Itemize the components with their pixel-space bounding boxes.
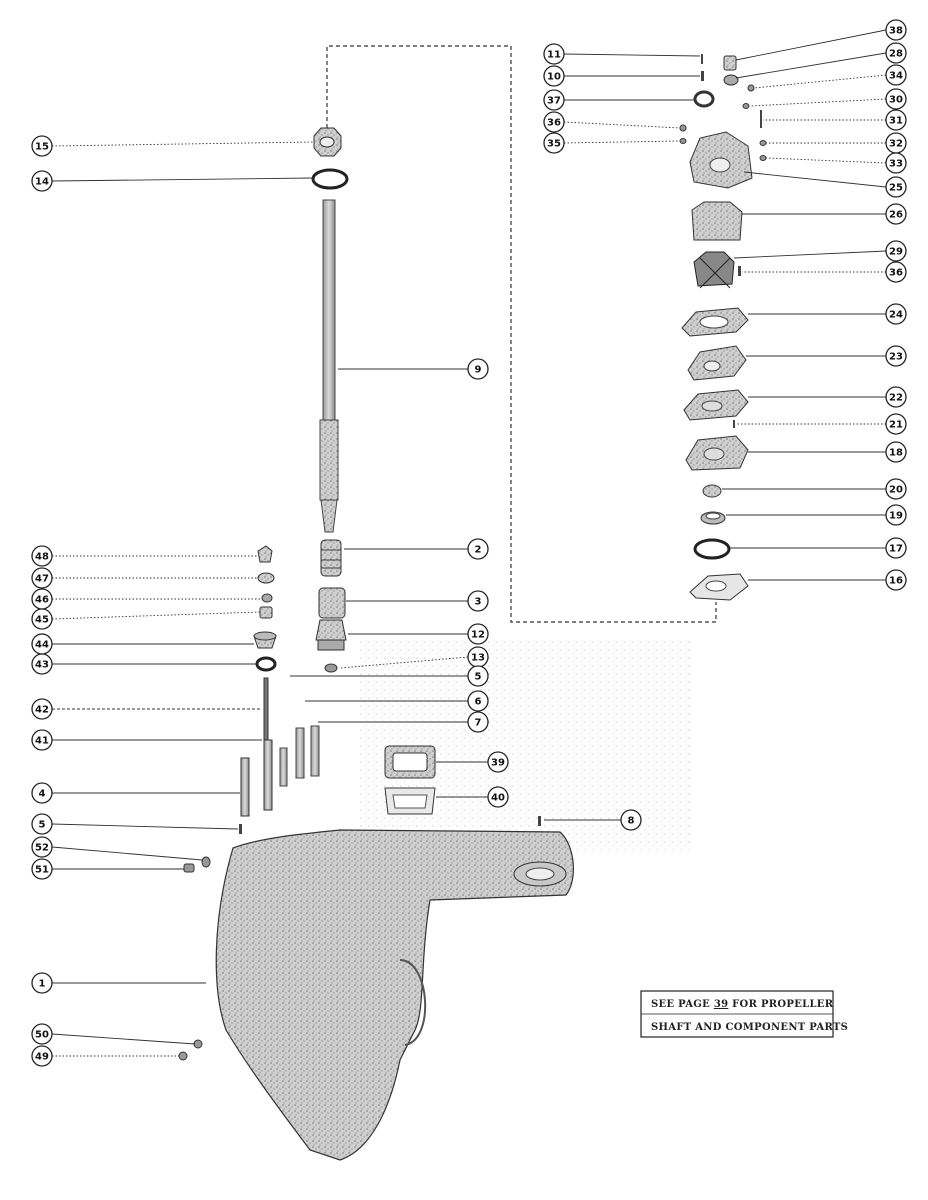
assembly-dashed-path <box>327 46 716 622</box>
callout-21 <box>886 414 906 434</box>
part-33 <box>760 156 766 161</box>
leader-line-15 <box>52 142 314 146</box>
part-8 <box>538 816 541 826</box>
part-51 <box>184 864 194 872</box>
part-12 <box>316 620 346 650</box>
callout-number: 36 <box>889 267 903 279</box>
callout-24 <box>886 304 906 324</box>
part-28 <box>724 75 738 85</box>
part-6 <box>296 728 304 778</box>
callout-45 <box>32 609 52 629</box>
callout-44 <box>32 634 52 654</box>
part-3 <box>319 588 345 618</box>
part-16 <box>690 574 748 600</box>
callout-3 <box>468 591 488 611</box>
part-17 <box>695 540 729 558</box>
part-30 <box>743 104 749 109</box>
callout-number: 18 <box>889 447 903 459</box>
callout-33 <box>886 153 906 173</box>
part-26 <box>692 202 742 240</box>
callout-43 <box>32 654 52 674</box>
callout-number: 16 <box>889 575 903 587</box>
part-22 <box>684 390 748 420</box>
callout-number: 25 <box>889 182 903 194</box>
callout-number: 32 <box>889 138 903 150</box>
callout-number: 31 <box>889 115 903 127</box>
callout-number: 33 <box>889 158 903 170</box>
reference-note-prefix: SEE PAGE <box>651 999 714 1010</box>
part-45 <box>260 607 272 618</box>
part-44 <box>254 632 276 648</box>
callout-29 <box>886 241 906 261</box>
part-21 <box>733 420 735 428</box>
callout-18 <box>886 442 906 462</box>
callout-38 <box>886 20 906 40</box>
part-23 <box>688 346 746 380</box>
callout-number: 48 <box>35 551 49 563</box>
reference-note-page: 39 <box>713 999 729 1010</box>
part-48 <box>258 546 272 562</box>
callout-number: 34 <box>889 70 903 82</box>
callout-16 <box>886 570 906 590</box>
part-14 <box>313 170 347 188</box>
callout-number: 23 <box>889 351 903 363</box>
callout-number: 47 <box>35 573 49 585</box>
callout-25 <box>886 177 906 197</box>
leader-line-5 <box>52 824 238 829</box>
leader-line-36 <box>564 122 680 128</box>
callout-bubbles <box>32 20 906 1066</box>
callout-37 <box>544 90 564 110</box>
callout-34 <box>886 65 906 85</box>
callout-number: 28 <box>889 48 903 60</box>
callout-number: 1 <box>38 978 46 990</box>
callout-number: 17 <box>889 543 903 555</box>
callout-46 <box>32 589 52 609</box>
callout-41 <box>32 730 52 750</box>
callout-2 <box>468 539 488 559</box>
part-11 <box>701 54 703 64</box>
part-5a <box>280 748 287 786</box>
callout-number: 20 <box>889 484 903 496</box>
callout-17 <box>886 538 906 558</box>
part-5b <box>239 824 242 834</box>
callout-number: 26 <box>889 209 903 221</box>
callout-26 <box>886 204 906 224</box>
leader-line-52 <box>52 847 202 860</box>
part-38 <box>724 56 736 70</box>
reference-note-line-1 <box>651 999 834 1010</box>
leader-line-14 <box>52 178 313 181</box>
callout-number: 42 <box>35 704 49 716</box>
callout-1 <box>32 973 52 993</box>
callout-number: 39 <box>491 757 505 769</box>
part-19 <box>701 512 725 524</box>
callout-number: 43 <box>35 659 49 671</box>
callout-47 <box>32 568 52 588</box>
part-35 <box>680 139 686 144</box>
part-10 <box>701 71 704 81</box>
callout-4 <box>32 783 52 803</box>
leader-line-25 <box>744 172 886 187</box>
callout-8 <box>621 810 641 830</box>
callout-number: 46 <box>35 594 49 606</box>
part-41 <box>264 740 272 810</box>
callout-number: 11 <box>547 49 561 61</box>
callout-40 <box>488 787 508 807</box>
callout-number: 7 <box>474 717 482 729</box>
callout-5 <box>468 666 488 686</box>
leader-line-45 <box>52 612 260 619</box>
callout-number: 2 <box>474 544 482 556</box>
part-52 <box>202 857 210 867</box>
part-20 <box>703 485 721 497</box>
callout-5 <box>32 814 52 834</box>
reference-note-suffix: FOR PROPELLER <box>728 999 834 1010</box>
callout-51 <box>32 859 52 879</box>
callout-52 <box>32 837 52 857</box>
part-18 <box>686 436 748 470</box>
part-34 <box>748 85 754 91</box>
part-43 <box>257 658 275 670</box>
callout-number: 37 <box>547 95 561 107</box>
callout-36 <box>544 112 564 132</box>
callout-number: 3 <box>474 596 482 608</box>
callout-9 <box>468 359 488 379</box>
part-42 <box>264 678 268 740</box>
part-49 <box>179 1052 187 1060</box>
callout-number: 22 <box>889 392 903 404</box>
callout-number: 38 <box>889 25 903 37</box>
callout-20 <box>886 479 906 499</box>
callout-number: 4 <box>38 788 46 800</box>
leader-line-38 <box>736 30 886 60</box>
part-36 <box>680 125 686 131</box>
callout-14 <box>32 171 52 191</box>
leader-line-30 <box>750 99 886 106</box>
callout-number: 5 <box>474 671 482 683</box>
callout-number: 6 <box>474 696 482 708</box>
callout-number: 10 <box>547 71 561 83</box>
callout-15 <box>32 136 52 156</box>
callout-31 <box>886 110 906 130</box>
callout-13 <box>468 647 488 667</box>
part-9 <box>320 200 338 532</box>
callout-12 <box>468 624 488 644</box>
callout-number: 19 <box>889 510 903 522</box>
callout-number: 40 <box>491 792 505 804</box>
callout-35 <box>544 133 564 153</box>
part-50 <box>194 1040 202 1048</box>
callout-50 <box>32 1024 52 1044</box>
part-15 <box>314 128 341 156</box>
callout-42 <box>32 699 52 719</box>
callout-19 <box>886 505 906 525</box>
callout-48 <box>32 546 52 566</box>
leader-line-29 <box>734 251 886 258</box>
part-2 <box>321 540 341 576</box>
callout-49 <box>32 1046 52 1066</box>
leader-line-50 <box>52 1034 195 1044</box>
part-7 <box>311 726 319 776</box>
callout-number: 21 <box>889 419 903 431</box>
callout-number: 24 <box>889 309 903 321</box>
callout-39 <box>488 752 508 772</box>
part-31 <box>760 110 762 128</box>
leader-line-28 <box>736 53 886 78</box>
callout-number: 29 <box>889 246 903 258</box>
callout-number: 9 <box>474 364 482 376</box>
callout-7 <box>468 712 488 732</box>
callout-number: 12 <box>471 629 485 641</box>
callout-number: 15 <box>35 141 49 153</box>
callout-6 <box>468 691 488 711</box>
callout-number: 49 <box>35 1051 49 1063</box>
part-29 <box>694 252 734 288</box>
callout-36 <box>886 262 906 282</box>
callout-number: 41 <box>35 735 49 747</box>
part-1 <box>216 830 573 1160</box>
callout-number: 13 <box>471 652 485 664</box>
callout-number: 30 <box>889 94 903 106</box>
part-37 <box>695 92 713 106</box>
callout-number: 35 <box>547 138 561 150</box>
callout-28 <box>886 43 906 63</box>
part-39 <box>385 746 435 778</box>
part-25 <box>690 132 752 188</box>
callout-number: 44 <box>35 639 49 651</box>
callout-32 <box>886 133 906 153</box>
reference-note-line-2: SHAFT AND COMPONENT PARTS <box>651 1022 849 1033</box>
callout-number: 52 <box>35 842 49 854</box>
part-40 <box>385 788 435 814</box>
leader-lines <box>52 30 886 1056</box>
callout-30 <box>886 89 906 109</box>
leader-line-33 <box>766 158 886 163</box>
part-24 <box>682 308 748 336</box>
callout-number: 14 <box>35 176 49 188</box>
callout-number: 50 <box>35 1029 49 1041</box>
callout-11 <box>544 44 564 64</box>
callout-number: 45 <box>35 614 49 626</box>
callout-number: 51 <box>35 864 49 876</box>
callout-10 <box>544 66 564 86</box>
part-36b <box>738 266 741 276</box>
reference-note <box>641 991 848 1037</box>
callout-23 <box>886 346 906 366</box>
part-13 <box>325 664 337 672</box>
part-32 <box>760 141 766 146</box>
part-47 <box>258 573 274 583</box>
part-4 <box>241 758 249 816</box>
leader-line-34 <box>754 75 886 88</box>
callout-number: 36 <box>547 117 561 129</box>
callout-number: 5 <box>38 819 46 831</box>
leader-line-35 <box>564 141 680 143</box>
leader-line-11 <box>564 54 700 56</box>
callout-number: 8 <box>627 815 635 827</box>
callout-22 <box>886 387 906 407</box>
part-46 <box>262 594 272 602</box>
